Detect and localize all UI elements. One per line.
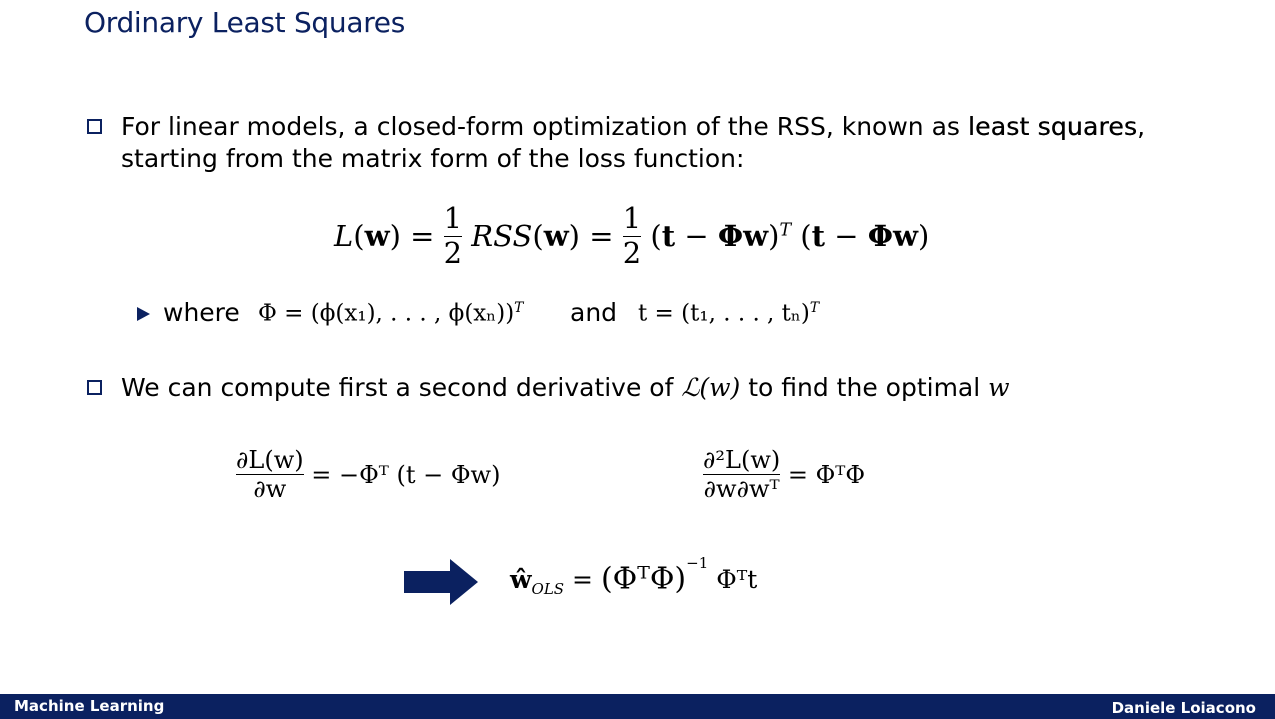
footer-author-name: Daniele Loiacono [1111,699,1256,717]
second-derivative-equation: $\frac{\text{∂²L(w)}}{\text{∂w∂wᵀ}}$ = ΦᵀΦ [703,446,866,504]
footer-bar [0,694,1275,719]
slide-title: Ordinary Least Squares [84,6,406,39]
loss-equation: L(w) = $\frac{1}{2}$ RSS(w) = $\frac{1}{2}$ $(t - \Phi w)^T$ (t − Φw) [334,201,930,270]
bullet-1-text-post: , [1137,112,1146,141]
bullet-1-line-2: starting from the matrix form of the loss function: [121,144,745,173]
half-fraction-2: $\frac{1}{2}$ [622,201,642,270]
phi-definition: Φ = (ϕ(x₁), . . . , ϕ(xₙ))$^T$ [258,300,524,327]
checkbox-bullet-icon [87,119,102,134]
bullet-2-math-loss: ℒ(w) [681,373,741,402]
sub-bullet-and: and [570,298,618,327]
second-derivative-fraction: $\frac{\text{∂²L(w)}}{\text{∂w∂wᵀ}}$ [703,446,781,504]
sub-bullet-where: where [163,298,240,327]
bullet-2-text-mid: to find the optimal [740,373,989,402]
footer-course-name: Machine Learning [14,697,165,715]
ols-solution-equation: $ŵ_{OLS}$ = (ΦᵀΦ)$^{-1}$ Φᵀt [510,554,758,598]
implies-arrow-icon [404,559,478,605]
bullet-2-math-w: w [988,373,1010,402]
first-derivative-fraction: $\frac{\partial L(w)}{\partial w}$ [236,446,304,504]
bullet-2-text-pre: We can compute first a second derivative of [121,373,682,402]
checkbox-bullet-icon [87,380,102,395]
t-definition: t = (t₁, . . . , tₙ)$^T$ [638,300,820,327]
sub-bullet-arrow-icon [137,307,150,321]
bullet-1-line-1 [121,112,1145,141]
bullet-1-text-pre: For linear models, a closed-form optimization of the RSS, known as [121,112,968,141]
bullet-1-bold-term: least squares [967,112,1138,141]
bullet-2-text [121,373,1010,402]
half-fraction: $\frac{1}{2}$ [443,201,463,270]
first-derivative-equation: $\frac{\partial L(w)}{\partial w}$ = −Φᵀ (t − Φw) [236,446,501,504]
